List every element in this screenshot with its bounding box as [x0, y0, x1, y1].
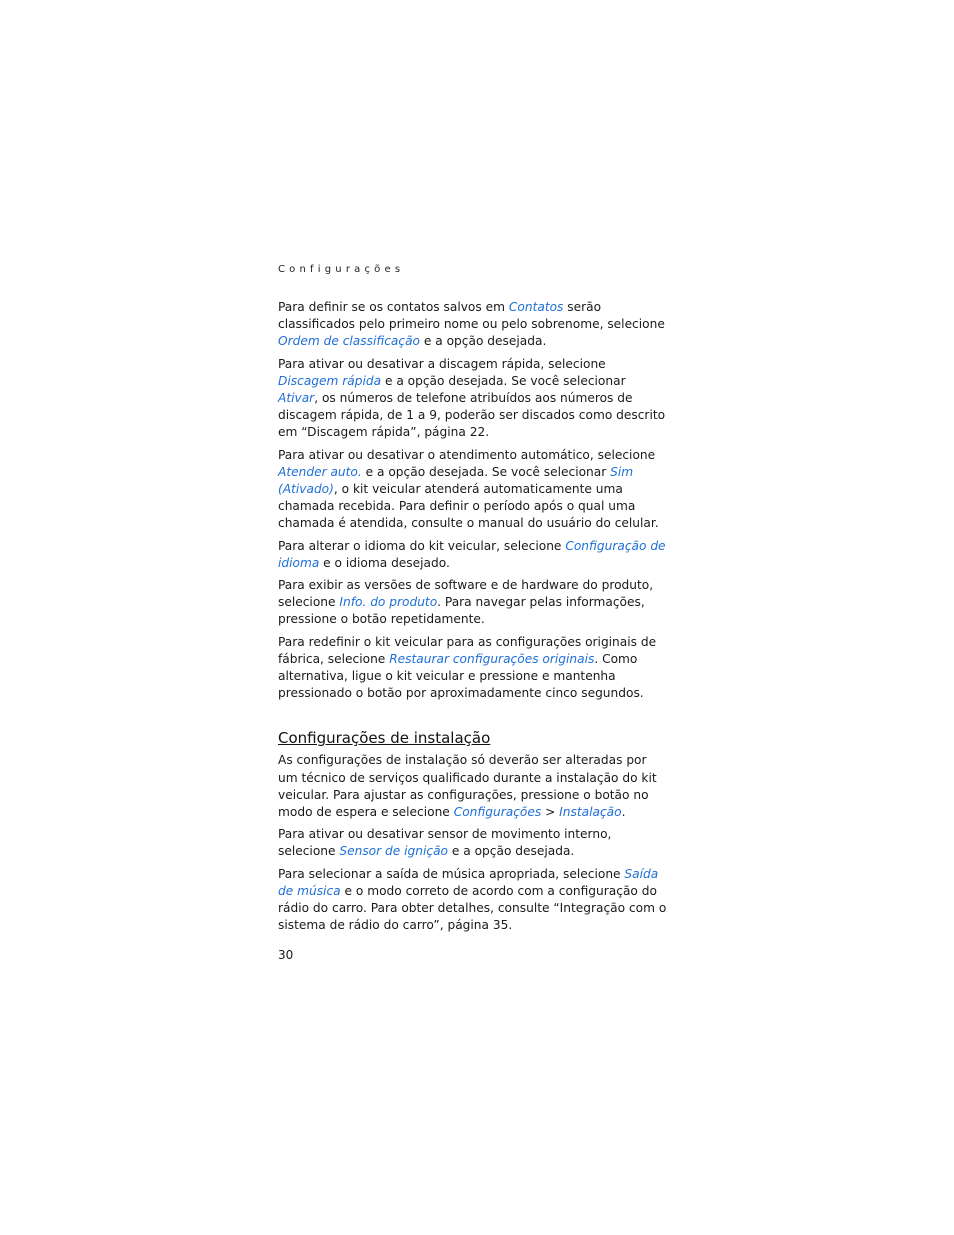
paragraph-auto-answer: Para ativar ou desativar o atendimento automático, selecione Atender auto. e a opção desejada. Se você selecionar Sim (Ativado), o kit veicular atenderá automaticamente uma chamada recebida. Para definir o período após o qual uma chamada é atendida, consulte o manual do usuário do celular.	[278, 447, 659, 531]
menu-option-restaurar: Restaurar configurações originais	[389, 651, 595, 666]
running-header: Configurações	[278, 264, 405, 275]
page-number: 30	[278, 948, 294, 962]
menu-option-saida-musica: Saída de música	[278, 866, 659, 898]
paragraph-contact-sort: Para definir se os contatos salvos em Contatos serão classificados pelo primeiro nome ou pelo sobrenome, selecione Ordem de classificação e a opção desejada.	[278, 300, 665, 349]
menu-option-sensor-ignicao: Sensor de ignição	[339, 844, 448, 859]
paragraph-installation-intro: As configurações de instalação só deverão ser alteradas por um técnico de serviços qualificado durante a instalação do kit veicular. Para ajustar as configurações, pressione o botão no modo de espera e selecione Configurações > Instalação.	[278, 753, 657, 820]
paragraph-language: Para alterar o idioma do kit veicular, selecione Configuração de idioma e o idioma desejado.	[278, 538, 666, 570]
menu-option-ordem-classificacao: Ordem de classificação	[278, 334, 421, 349]
menu-option-ativar: Ativar	[278, 391, 315, 406]
menu-option-atender-auto: Atender auto.	[278, 464, 362, 479]
menu-option-sim-ativado: Sim (Ativado)	[278, 464, 634, 497]
menu-option-contatos: Contatos	[508, 300, 564, 314]
main-content	[278, 299, 668, 940]
paragraph-speed-dial: Para ativar ou desativar a discagem rápida, selecione Discagem rápida e a opção desejada. Se você selecionar Ativar, os números de telefone atribuídos aos números de discagem rápida, de 1 a 9, poderão ser discados como descrito em “Discagem rápida”, página 22.	[278, 356, 666, 440]
paragraph-music-output: Para selecionar a saída de música apropriada, selecione Saída de música e o modo correto de acordo com a configuração do rádio do carro. Para obter detalhes, consulte “Integração com o sistema de rádio do carro”, página 35.	[278, 866, 667, 933]
menu-option-instalacao: Instalação	[559, 805, 622, 820]
menu-option-configuracao-idioma: Configuração de idioma	[278, 538, 666, 570]
menu-option-configuracoes: Configurações	[453, 805, 542, 820]
section-heading-installation: Configurações de instalação	[278, 729, 491, 748]
menu-option-info-produto: Info. do produto	[339, 595, 438, 610]
paragraph-restore: Para redefinir o kit veicular para as configurações originais de fábrica, selecione Restaurar configurações originais. Como alternativa, ligue o kit veicular e pressione e mantenha pressionado o botão por aproximadamente cinco segundos.	[278, 634, 657, 701]
paragraph-ignition-sensor: Para ativar ou desativar sensor de movimento interno, selecione Sensor de ignição e a opção desejada.	[278, 827, 612, 859]
paragraph-product-info: Para exibir as versões de software e de hardware do produto, selecione Info. do produto. Para navegar pelas informações, pressione o botão repetidamente.	[278, 578, 654, 627]
menu-option-discagem-rapida: Discagem rápida	[278, 373, 382, 388]
